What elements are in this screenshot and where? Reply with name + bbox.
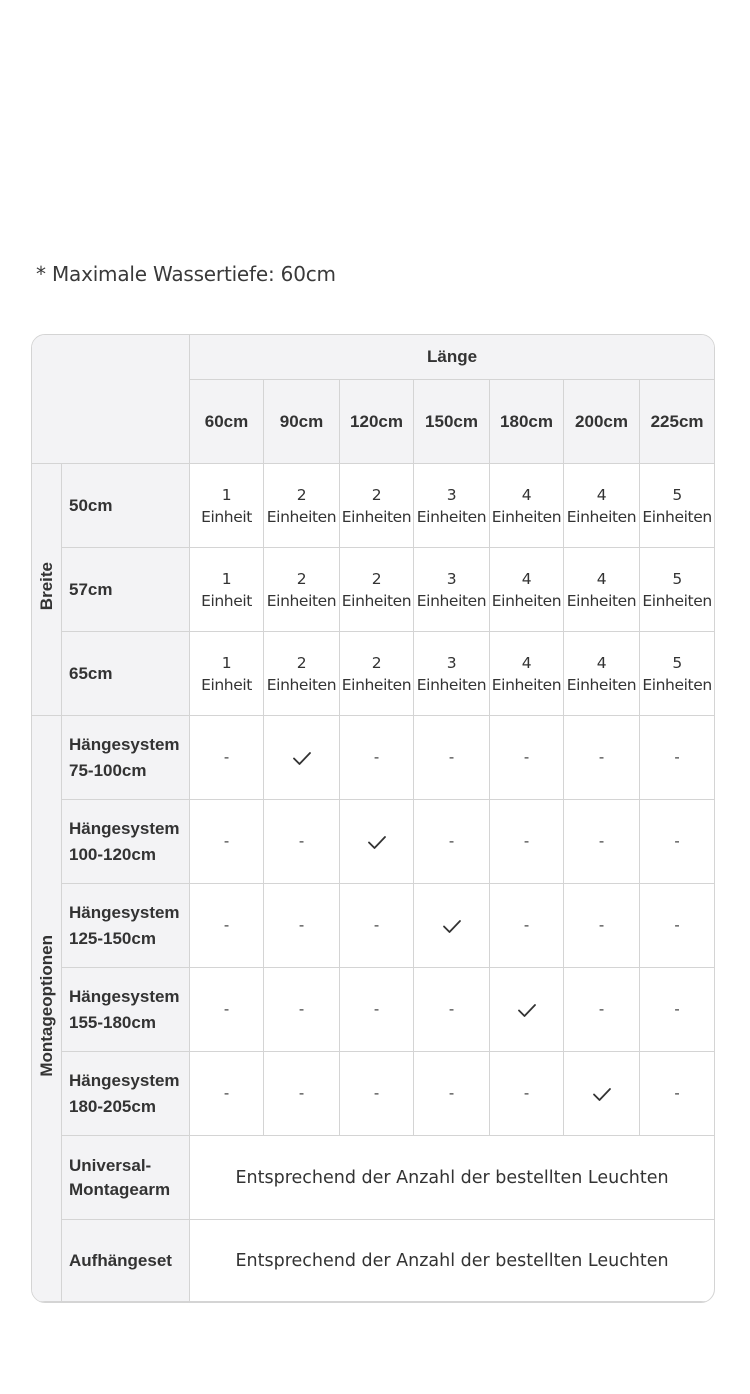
unit-label: Einheit: [201, 591, 252, 610]
row-header: 65cm: [62, 632, 190, 716]
dash-cell: -: [190, 1052, 264, 1136]
laenge-header: Länge: [190, 335, 715, 380]
unit-count: 2: [371, 569, 382, 588]
dash-cell: -: [640, 716, 715, 800]
row-header-line1: Aufhängeset: [69, 1250, 172, 1270]
dash-cell: -: [190, 968, 264, 1052]
unit-label: Einheiten: [642, 507, 712, 526]
row-header: [62, 1220, 190, 1302]
table-row: [32, 716, 715, 800]
unit-count-cell: [340, 464, 414, 548]
unit-label: Einheit: [201, 675, 252, 694]
unit-count-cell: [264, 464, 340, 548]
table-row: [32, 968, 715, 1052]
dash-cell: -: [640, 884, 715, 968]
dash-cell: -: [640, 1052, 715, 1136]
row-header: [62, 884, 190, 968]
row-header: [62, 968, 190, 1052]
dash-cell: -: [190, 884, 264, 968]
table-corner: [32, 335, 190, 464]
row-header: [62, 1052, 190, 1136]
table-row: [32, 1136, 715, 1220]
dash-cell: -: [414, 716, 490, 800]
dash-cell: -: [490, 1052, 564, 1136]
unit-count-cell: [340, 632, 414, 716]
unit-count: 2: [296, 569, 307, 588]
unit-label: Einheit: [201, 507, 252, 526]
column-header-225cm: 225cm: [640, 380, 715, 464]
unit-count: 1: [221, 653, 232, 672]
unit-count-cell: [490, 548, 564, 632]
breite-label: Breite: [36, 562, 56, 611]
check-icon: [591, 1083, 613, 1102]
unit-count: 4: [596, 485, 607, 504]
row-header: [62, 800, 190, 884]
quantity-note-cell: Entsprechend der Anzahl der bestellten Leuchten: [190, 1136, 715, 1220]
dash-cell: -: [340, 716, 414, 800]
unit-label: Einheiten: [341, 591, 412, 610]
unit-count: 2: [371, 485, 382, 504]
unit-count: 1: [221, 569, 232, 588]
unit-label: Einheiten: [491, 507, 562, 526]
row-header-line2: 155-180cm: [69, 1012, 156, 1032]
check-icon: [441, 915, 463, 934]
table-row: [32, 548, 715, 632]
column-header-200cm: 200cm: [564, 380, 640, 464]
unit-count: 5: [672, 653, 682, 672]
table-row: [32, 632, 715, 716]
unit-count: 4: [521, 569, 532, 588]
row-header-line1: Hängesystem: [69, 902, 180, 922]
unit-count-cell: [564, 464, 640, 548]
product-spec-table: [31, 334, 715, 1303]
dash-cell: -: [264, 800, 340, 884]
unit-count: 3: [446, 653, 457, 672]
unit-label: Einheiten: [642, 591, 712, 610]
dash-cell: -: [640, 968, 715, 1052]
unit-label: Einheiten: [416, 675, 487, 694]
check-icon: [291, 747, 313, 766]
table-row: [32, 1052, 715, 1136]
unit-label: Einheiten: [566, 675, 637, 694]
unit-label: Einheiten: [491, 675, 562, 694]
dash-cell: -: [264, 1052, 340, 1136]
montage-label: Montageoptionen: [36, 934, 56, 1077]
row-header: [62, 716, 190, 800]
unit-count: 4: [596, 569, 607, 588]
dash-cell: -: [490, 716, 564, 800]
unit-label: Einheiten: [416, 507, 487, 526]
row-header-line2: 100-120cm: [69, 844, 156, 864]
row-header-line1: Hängesystem: [69, 1070, 180, 1090]
dash-cell: -: [414, 968, 490, 1052]
unit-count: 3: [446, 485, 457, 504]
quantity-note-cell: Entsprechend der Anzahl der bestellten Leuchten: [190, 1220, 715, 1302]
row-header: 50cm: [62, 464, 190, 548]
check-cell: [264, 716, 340, 800]
table-row: [32, 884, 715, 968]
unit-count: 5: [672, 485, 682, 504]
row-header-line1: Universal-: [69, 1155, 152, 1175]
row-header-line2: 180-205cm: [69, 1096, 156, 1116]
spec-table: [31, 334, 715, 1302]
dash-cell: -: [414, 800, 490, 884]
unit-label: Einheiten: [266, 675, 337, 694]
breite-group-header: [32, 464, 62, 716]
unit-count-cell: [490, 632, 564, 716]
dash-cell: -: [564, 716, 640, 800]
row-header-line2: 125-150cm: [69, 928, 156, 948]
dash-cell: -: [340, 884, 414, 968]
unit-count: 2: [296, 485, 307, 504]
dash-cell: -: [490, 800, 564, 884]
unit-count: 2: [371, 653, 382, 672]
column-header-150cm: 150cm: [414, 380, 490, 464]
row-header: 57cm: [62, 548, 190, 632]
unit-label: Einheiten: [266, 591, 337, 610]
unit-label: Einheiten: [566, 507, 637, 526]
check-cell: [414, 884, 490, 968]
unit-count: 4: [521, 653, 532, 672]
check-icon: [516, 999, 538, 1018]
check-cell: [340, 800, 414, 884]
row-header-line2: 75-100cm: [69, 760, 147, 780]
unit-label: Einheiten: [266, 507, 337, 526]
unit-count: 5: [672, 569, 682, 588]
dash-cell: -: [190, 800, 264, 884]
unit-count-cell: [640, 548, 715, 632]
row-header-line1: Hängesystem: [69, 986, 180, 1006]
unit-count-cell: [340, 548, 414, 632]
unit-count-cell: [190, 632, 264, 716]
table-row: [32, 464, 715, 548]
unit-count: 1: [221, 485, 232, 504]
column-header-90cm: 90cm: [264, 380, 340, 464]
row-header-line2: Montagearm: [69, 1179, 171, 1199]
unit-count-cell: [264, 548, 340, 632]
unit-count-cell: [490, 464, 564, 548]
check-icon: [366, 831, 388, 850]
max-water-depth-note: * Maximale Wassertiefe: 60cm: [36, 262, 336, 286]
dash-cell: -: [564, 800, 640, 884]
column-header-180cm: 180cm: [490, 380, 564, 464]
montage-group-header: [32, 716, 62, 1302]
unit-count-cell: [190, 548, 264, 632]
column-header-60cm: 60cm: [190, 380, 264, 464]
dash-cell: -: [564, 968, 640, 1052]
dash-cell: -: [640, 800, 715, 884]
unit-count-cell: [264, 632, 340, 716]
unit-count-cell: [414, 632, 490, 716]
dash-cell: -: [490, 884, 564, 968]
table-row: [32, 1220, 715, 1302]
dash-cell: -: [264, 884, 340, 968]
unit-label: Einheiten: [416, 591, 487, 610]
unit-label: Einheiten: [566, 591, 637, 610]
unit-label: Einheiten: [341, 507, 412, 526]
dash-cell: -: [190, 716, 264, 800]
unit-count-cell: [190, 464, 264, 548]
row-header-line1: Hängesystem: [69, 734, 180, 754]
row-header: [62, 1136, 190, 1220]
column-header-120cm: 120cm: [340, 380, 414, 464]
unit-label: Einheiten: [491, 591, 562, 610]
unit-count: 2: [296, 653, 307, 672]
unit-count-cell: [640, 632, 715, 716]
unit-count: 4: [596, 653, 607, 672]
unit-count-cell: [414, 464, 490, 548]
unit-count-cell: [564, 548, 640, 632]
check-cell: [564, 1052, 640, 1136]
row-header-line1: Hängesystem: [69, 818, 180, 838]
unit-count-cell: [564, 632, 640, 716]
table-row: [32, 800, 715, 884]
dash-cell: -: [340, 968, 414, 1052]
unit-count: 3: [446, 569, 457, 588]
unit-count-cell: [414, 548, 490, 632]
unit-count: 4: [521, 485, 532, 504]
check-cell: [490, 968, 564, 1052]
unit-label: Einheiten: [642, 675, 712, 694]
dash-cell: -: [340, 1052, 414, 1136]
unit-count-cell: [640, 464, 715, 548]
dash-cell: -: [564, 884, 640, 968]
dash-cell: -: [264, 968, 340, 1052]
unit-label: Einheiten: [341, 675, 412, 694]
dash-cell: -: [414, 1052, 490, 1136]
